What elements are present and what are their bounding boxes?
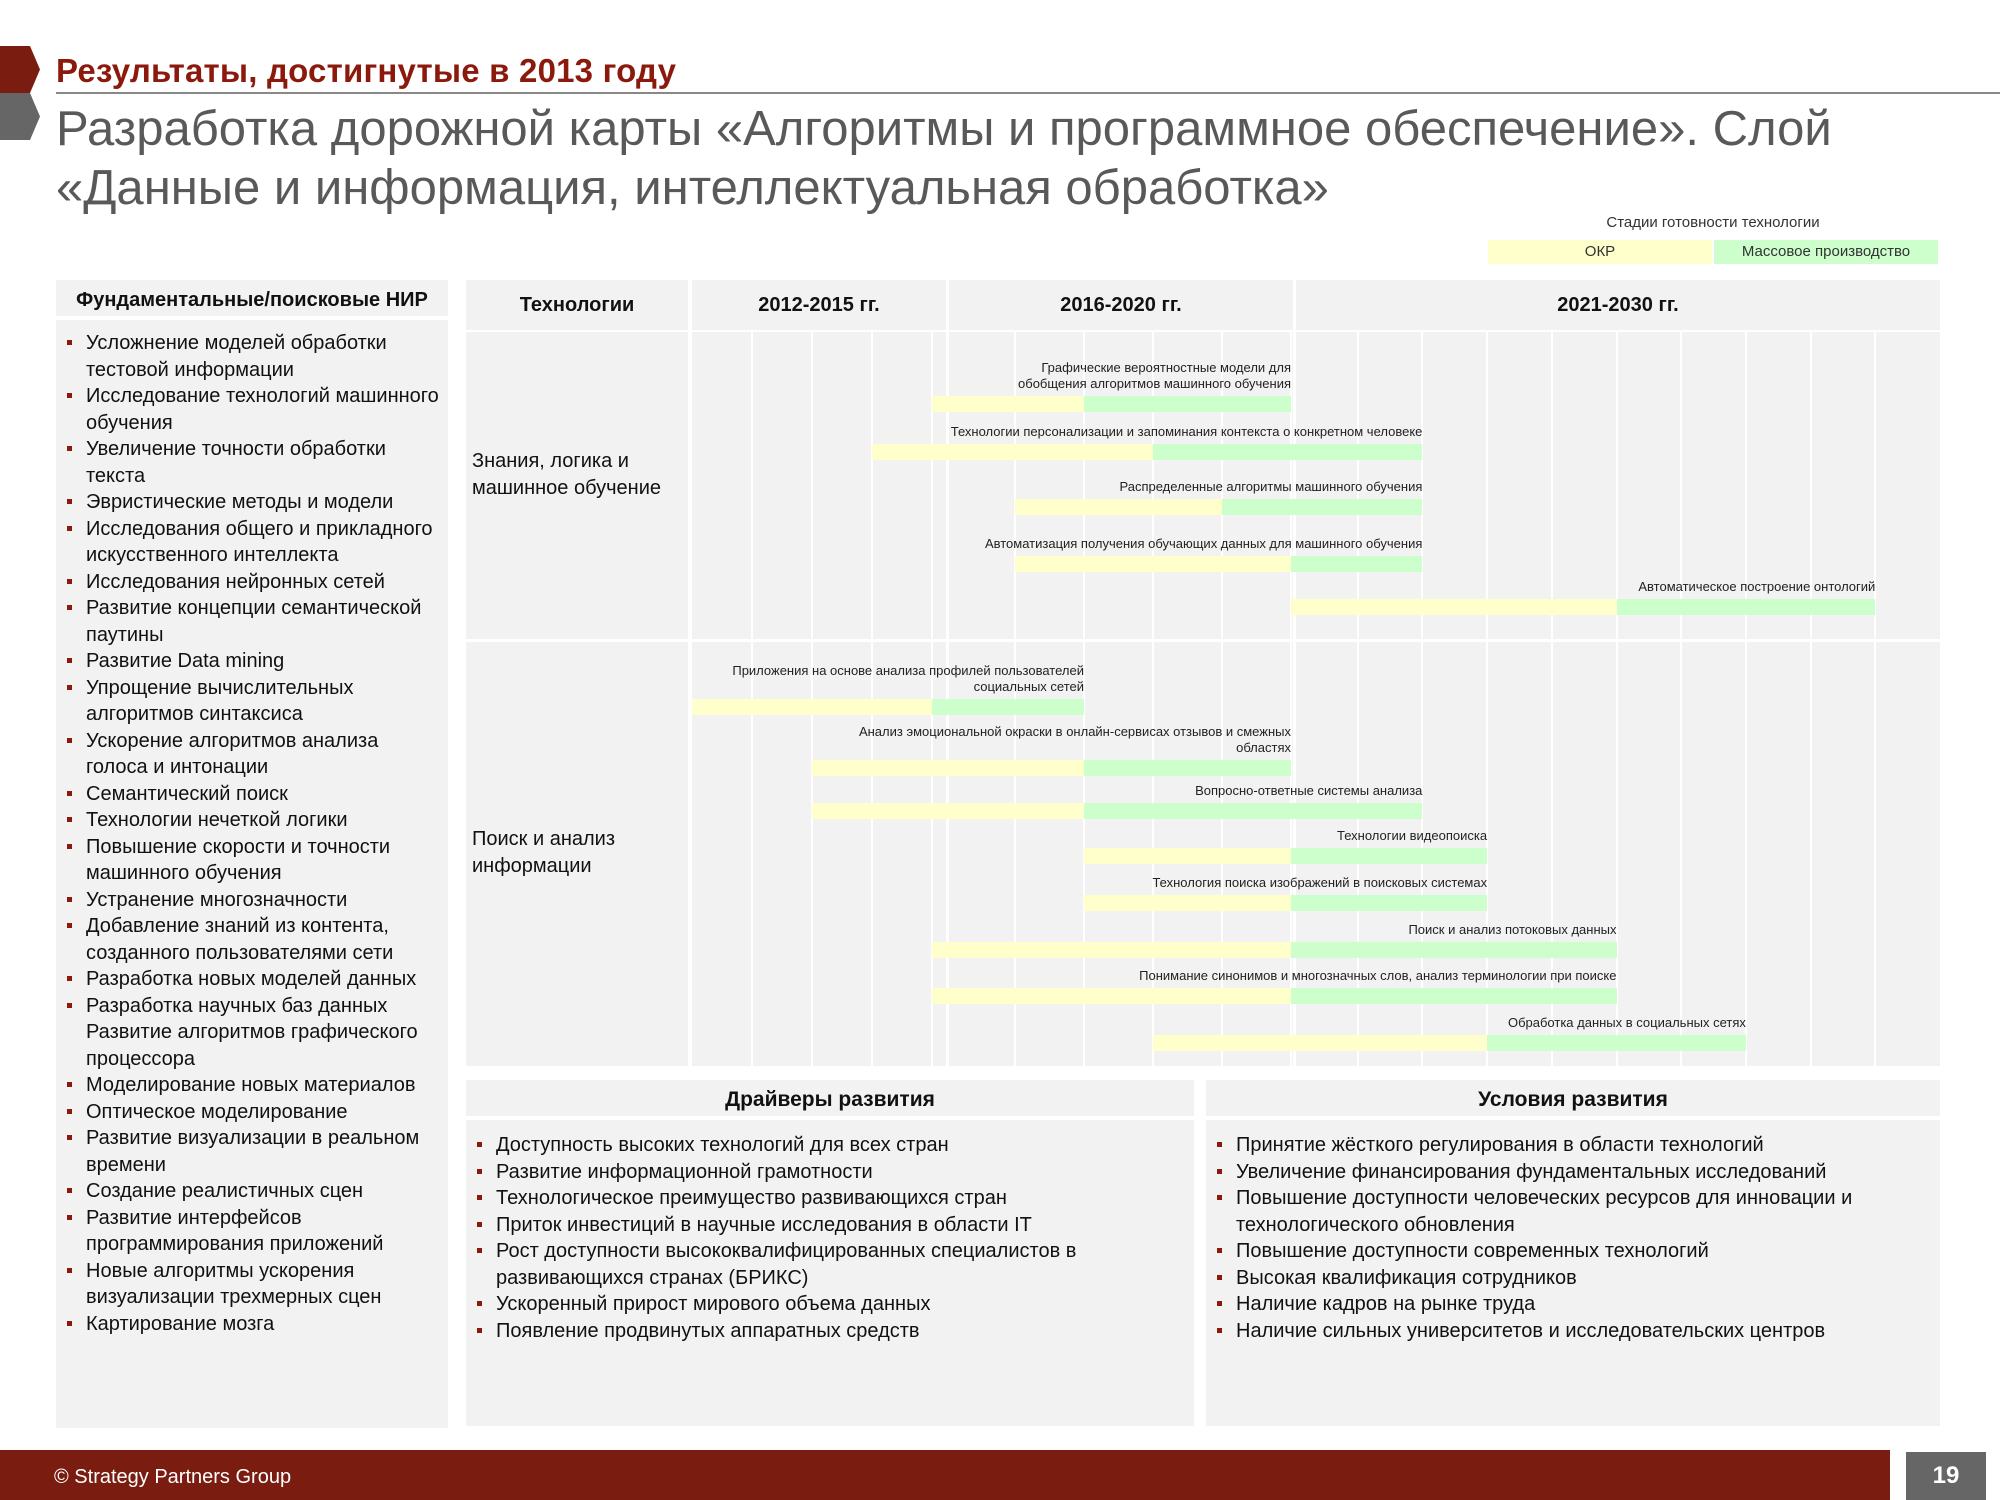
roadmap-bar-okr	[1015, 499, 1222, 515]
fundamental-research-item: Развитие алгоритмов графического процессора	[86, 1021, 418, 1070]
page-number-box	[1906, 1452, 1986, 1500]
page-title: Разработка дорожной карты «Алгоритмы и программное обеспечение». Слой «Данные и информация, интеллектуальная обработка»	[56, 102, 1832, 215]
condition-item: Повышение доступности современных технологий	[1206, 1238, 1940, 1265]
driver-item: Появление продвинутых аппаратных средств	[466, 1318, 1194, 1345]
fundamental-research-item: Исследования нейронных сетей	[56, 569, 448, 596]
roadmap-bar-mass-production	[932, 699, 1084, 715]
area-label-search: Поиск и анализ информации	[472, 828, 616, 877]
area-label-knowledge: Знания, логика и машинное обучение	[472, 450, 662, 499]
fundamental-research-item: Картирование мозга	[56, 1311, 448, 1338]
fundamental-research-item: Устранение многозначности	[56, 887, 448, 914]
roadmap-bar-okr	[1015, 556, 1291, 572]
fundamental-research-item: Разработка новых моделей данных	[56, 966, 448, 993]
conditions-list	[1206, 1132, 1940, 1344]
year-gridline	[1874, 642, 1876, 1066]
roadmap-chart	[466, 280, 1940, 1066]
roadmap-bar-okr	[932, 988, 1291, 1004]
fundamental-research-item: Исследование технологий машинного обучения	[56, 383, 448, 436]
fundamental-research-item: Развитие визуализации в реальном времени	[56, 1125, 448, 1178]
fundamental-research-item: Создание реалистичных сцен	[56, 1178, 448, 1205]
year-gridline	[1745, 642, 1747, 1066]
header-accent-red	[0, 46, 40, 93]
drivers-panel	[466, 1080, 1194, 1426]
roadmap-bar-mass-production	[1084, 396, 1291, 412]
roadmap-bar-mass-production	[1291, 942, 1617, 958]
roadmap-bar-mass-production	[1222, 499, 1422, 515]
roadmap-bar-mass-production	[1153, 444, 1422, 460]
header-technologies: Технологии	[466, 280, 688, 330]
driver-item: Рост доступности высококвалифицированных специалистов в развивающихся странах (БРИКС)	[466, 1238, 1194, 1291]
roadmap-item-label: Автоматизация получения обучающих данных для машинного обучения	[984, 536, 1423, 551]
condition-item: Наличие сильных университетов и исследовательских центров	[1206, 1318, 1940, 1345]
roadmap-item-label: Распределенные алгоритмы машинного обучения	[1119, 479, 1423, 494]
fundamental-research-item: Усложнение моделей обработки тестовой информации	[56, 330, 448, 383]
fundamental-research-item: Технологии нечеткой логики	[56, 807, 448, 834]
roadmap-bar-okr	[1291, 599, 1617, 615]
driver-item: Доступность высоких технологий для всех стран	[466, 1132, 1194, 1159]
roadmap-item-label: Технология поиска изображений в поисковых системах	[1152, 875, 1488, 890]
roadmap-bar-okr	[1153, 1035, 1487, 1051]
header-period-2012-2015: 2012-2015 гг.	[692, 280, 946, 330]
driver-item: Технологическое преимущество развивающихся стран	[466, 1185, 1194, 1212]
fundamental-research-item: Развитие интерфейсов программирования приложений	[56, 1205, 448, 1258]
driver-item: Приток инвестиций в научные исследования в области IT	[466, 1212, 1194, 1239]
legend-mass-production: Массовое производство	[1714, 240, 1938, 264]
roadmap-item-label: Технологии персонализации и запоминания контекста о конкретном человеке	[950, 424, 1423, 439]
condition-item: Наличие кадров на рынке труда	[1206, 1291, 1940, 1318]
roadmap-bar-mass-production	[1617, 599, 1876, 615]
roadmap-item-label: Приложения на основе анализа профилей пользователей социальных сетей	[732, 663, 1084, 694]
fundamental-research-item: Эвристические методы и модели	[56, 489, 448, 516]
roadmap-bar-okr	[812, 803, 1084, 819]
roadmap-item-label: Поиск и анализ потоковых данных	[1408, 922, 1617, 937]
roadmap-bar-okr	[692, 699, 932, 715]
roadmap-bar-okr	[932, 942, 1291, 958]
fundamental-research-item: Моделирование новых материалов	[56, 1072, 448, 1099]
roadmap-bar-okr	[932, 396, 1084, 412]
condition-item: Увеличение финансирования фундаментальных исследований	[1206, 1159, 1940, 1186]
area-cell-search	[466, 642, 688, 1066]
condition-item: Высокая квалификация сотрудников	[1206, 1265, 1940, 1292]
fundamental-research-item: Повышение скорости и точности машинного обучения	[56, 834, 448, 887]
driver-item: Развитие информационной грамотности	[466, 1159, 1194, 1186]
fundamental-research-item: Новые алгоритмы ускорения визуализации трехмерных сцен	[56, 1258, 448, 1311]
fundamental-research-item: Развитие Data mining	[56, 648, 448, 675]
roadmap-bar-okr	[1084, 895, 1291, 911]
legend-okr: ОКР	[1488, 240, 1712, 264]
fundamental-research-panel	[56, 280, 448, 1428]
roadmap-bar-mass-production	[1291, 556, 1422, 572]
fundamental-research-item: Упрощение вычислительных алгоритмов синтаксиса	[56, 675, 448, 728]
roadmap-bar-mass-production	[1291, 848, 1487, 864]
condition-item: Принятие жёсткого регулирования в области технологий	[1206, 1132, 1940, 1159]
fundamental-research-item: Развитие концепции семантической паутины	[56, 595, 448, 648]
year-gridline	[1810, 642, 1812, 1066]
year-gridline	[1680, 642, 1682, 1066]
fundamental-research-item: Оптическое моделирование	[56, 1099, 448, 1126]
roadmap-bar-mass-production	[1084, 760, 1291, 776]
drivers-list	[466, 1132, 1194, 1344]
legend-caption: Стадии готовности технологии	[1606, 214, 1820, 231]
roadmap-bar-okr	[812, 760, 1084, 776]
roadmap-bar-mass-production	[1487, 1035, 1746, 1051]
fundamental-research-list	[56, 330, 448, 1337]
conditions-header: Условия развития	[1206, 1080, 1940, 1120]
page-number: 19	[1932, 1462, 1960, 1489]
header-divider	[56, 92, 2000, 94]
roadmap-item-label: Автоматическое построение онтологий	[1638, 579, 1876, 594]
driver-item: Ускоренный прирост мирового объема данных	[466, 1291, 1194, 1318]
roadmap-item-label: Вопросно-ответные системы анализа	[1195, 783, 1423, 798]
roadmap-bar-mass-production	[1291, 988, 1617, 1004]
conditions-panel	[1206, 1080, 1940, 1426]
fundamental-research-item: Добавление знаний из контента, созданного пользователями сети	[56, 913, 448, 966]
roadmap-bar-okr	[1084, 848, 1291, 864]
roadmap-item-label: Понимание синонимов и многозначных слов, анализ терминологии при поиске	[1139, 968, 1617, 983]
roadmap-bar-mass-production	[1291, 895, 1487, 911]
fundamental-research-item: Семантический поиск	[56, 781, 448, 808]
footer-copyright: © Strategy Partners Group	[54, 1466, 292, 1488]
fundamental-research-item: Исследования общего и прикладного искусственного интеллекта	[56, 516, 448, 569]
drivers-header: Драйверы развития	[466, 1080, 1194, 1120]
roadmap-bar-okr	[872, 444, 1153, 460]
fundamental-research-header: Фундаментальные/поисковые НИР	[56, 280, 448, 320]
header-accent-gray	[0, 93, 40, 140]
roadmap-bar-mass-production	[1084, 803, 1422, 819]
header-period-2016-2020: 2016-2020 гг.	[949, 280, 1293, 330]
roadmap-item-label: Анализ эмоциональной окраски в онлайн-сервисах отзывов и смежных областях	[858, 724, 1291, 755]
fundamental-research-item: Разработка научных баз данных	[56, 993, 448, 1020]
fundamental-research-item: Увеличение точности обработки текста	[56, 436, 448, 489]
roadmap-item-label: Технологии видеопоиска	[1337, 828, 1488, 843]
header-period-2021-2030: 2021-2030 гг.	[1296, 280, 1940, 330]
condition-item: Повышение доступности человеческих ресурсов для инновации и технологического обновления	[1206, 1185, 1940, 1238]
section-title: Результаты, достигнутые в 2013 году	[56, 52, 677, 89]
roadmap-item-label: Графические вероятностные модели для обобщения алгоритмов машинного обучения	[1018, 360, 1291, 391]
roadmap-item-label: Обработка данных в социальных сетях	[1507, 1015, 1746, 1030]
fundamental-research-item: Ускорение алгоритмов анализа голоса и интонации	[56, 728, 448, 781]
